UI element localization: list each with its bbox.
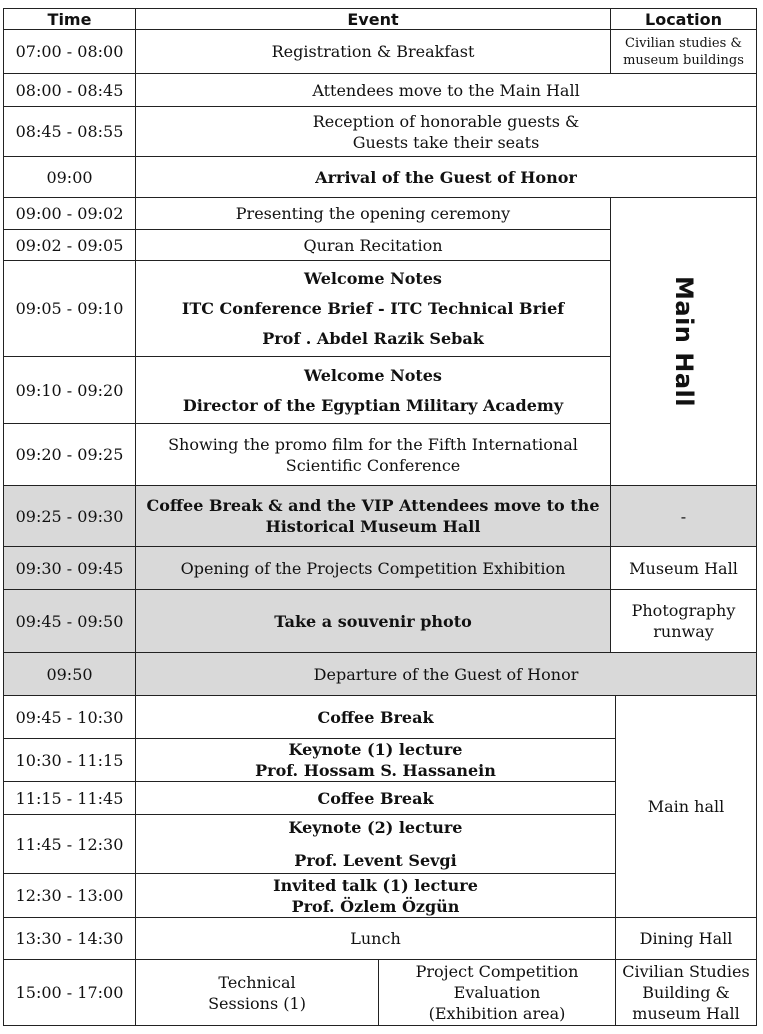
- time-cell: 08:00 - 08:45: [3, 73, 136, 107]
- header-time: Time: [3, 8, 136, 30]
- event-cell: Coffee Break: [135, 781, 616, 815]
- location-cell: Dining Hall: [615, 917, 757, 960]
- event-cell: Invited talk (1) lecture Prof. Özlem Özgün: [135, 873, 616, 918]
- location-main-hall-lower: Main hall: [615, 695, 757, 918]
- event-cell: Opening of the Projects Competition Exhibition: [135, 546, 611, 590]
- time-cell: 12:30 - 13:00: [3, 873, 136, 918]
- event-cell: Coffee Break: [135, 695, 616, 739]
- location-cell: Civilian studies & museum buildings: [610, 29, 757, 74]
- time-cell: 09:30 - 09:45: [3, 546, 136, 590]
- event-cell-technical-sessions: Technical Sessions (1): [135, 959, 379, 1026]
- header-location: Location: [610, 8, 757, 30]
- time-cell: 09:50: [3, 652, 136, 696]
- location-cell: Civilian Studies Building & museum Hall: [615, 959, 757, 1026]
- main-hall-label: Main Hall: [670, 276, 698, 407]
- event-cell: Keynote (1) lecture Prof. Hossam S. Hassanein: [135, 738, 616, 782]
- time-cell: 09:45 - 09:50: [3, 589, 136, 653]
- time-cell: 11:15 - 11:45: [3, 781, 136, 815]
- time-cell: 07:00 - 08:00: [3, 29, 136, 74]
- event-cell: Arrival of the Guest of Honor: [135, 156, 757, 198]
- event-cell: Welcome Notes Director of the Egyptian Military Academy: [135, 356, 611, 424]
- time-cell: 09:00 - 09:02: [3, 197, 136, 230]
- event-cell: Reception of honorable guests & Guests take their seats: [135, 106, 757, 157]
- event-cell: Coffee Break & and the VIP Attendees move to the Historical Museum Hall: [135, 485, 611, 547]
- time-cell: 15:00 - 17:00: [3, 959, 136, 1026]
- header-event: Event: [135, 8, 611, 30]
- event-cell-project-evaluation: Project Competition Evaluation (Exhibition area): [378, 959, 616, 1026]
- event-cell: Attendees move to the Main Hall: [135, 73, 757, 107]
- event-cell: Quran Recitation: [135, 229, 611, 261]
- time-cell: 08:45 - 08:55: [3, 106, 136, 157]
- event-cell: Showing the promo film for the Fifth International Scientific Conference: [135, 423, 611, 486]
- location-cell: -: [610, 485, 757, 547]
- time-cell: 13:30 - 14:30: [3, 917, 136, 960]
- time-cell: 09:45 - 10:30: [3, 695, 136, 739]
- event-cell: Departure of the Guest of Honor: [135, 652, 757, 696]
- time-cell: 09:10 - 09:20: [3, 356, 136, 424]
- event-cell: Keynote (2) lecture Prof. Levent Sevgi: [135, 814, 616, 874]
- time-cell: 09:20 - 09:25: [3, 423, 136, 486]
- event-cell: Registration & Breakfast: [135, 29, 611, 74]
- location-cell: Museum Hall: [610, 546, 757, 590]
- event-cell: Take a souvenir photo: [135, 589, 611, 653]
- time-cell: 09:00: [3, 156, 136, 198]
- time-cell: 09:25 - 09:30: [3, 485, 136, 547]
- time-cell: 09:05 - 09:10: [3, 260, 136, 357]
- event-cell: Welcome Notes ITC Conference Brief - ITC Technical Brief Prof . Abdel Razik Sebak: [135, 260, 611, 357]
- time-cell: 09:02 - 09:05: [3, 229, 136, 261]
- time-cell: 10:30 - 11:15: [3, 738, 136, 782]
- event-cell: Presenting the opening ceremony: [135, 197, 611, 230]
- event-cell: Lunch: [135, 917, 616, 960]
- location-main-hall: [610, 197, 757, 486]
- location-cell: Photography runway: [610, 589, 757, 653]
- time-cell: 11:45 - 12:30: [3, 814, 136, 874]
